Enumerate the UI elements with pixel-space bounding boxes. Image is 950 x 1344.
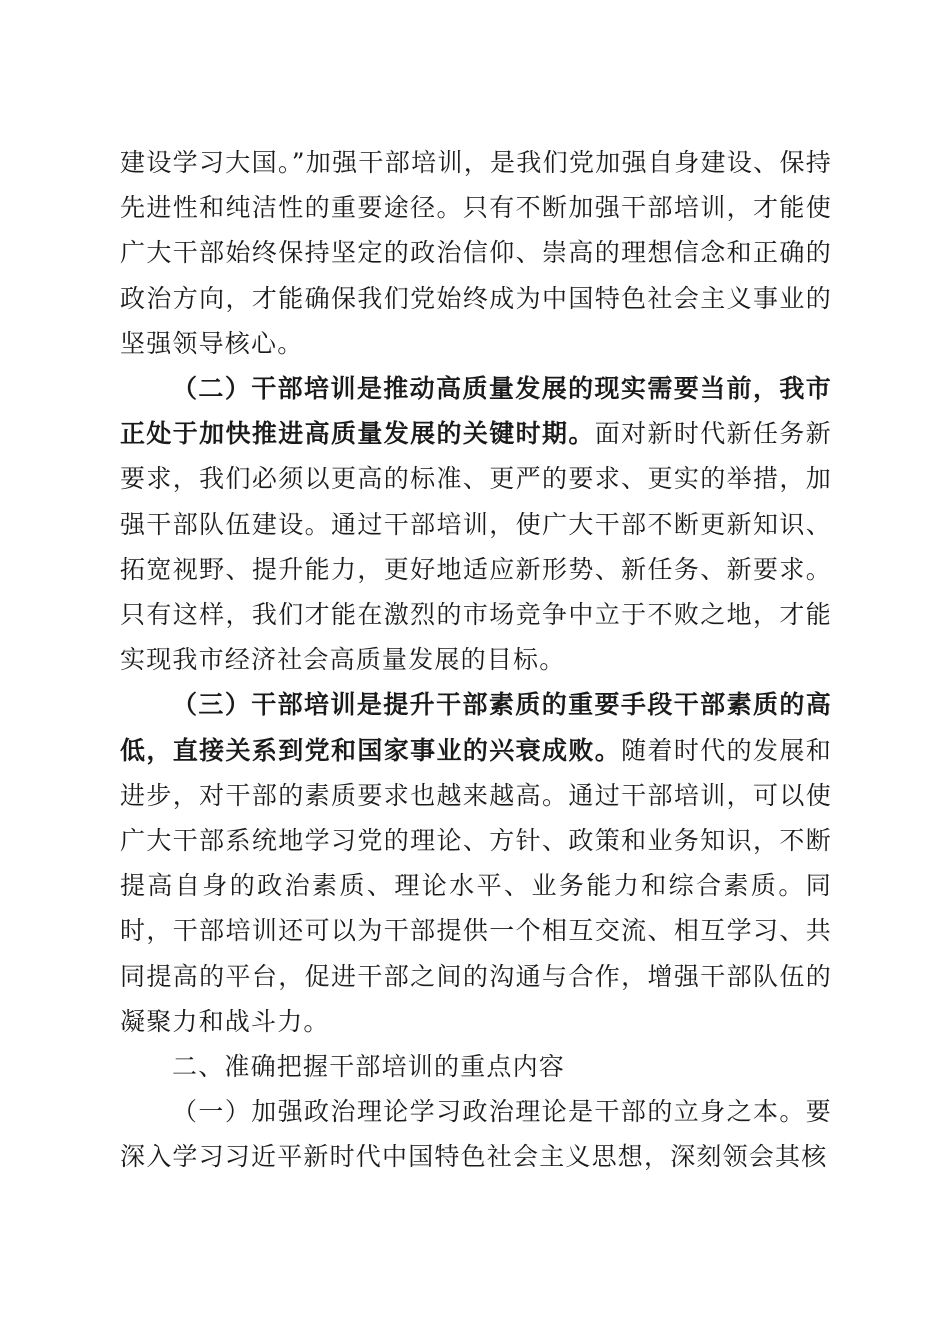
paragraph-text: 随着时代的发展和进步，对干部的素质要求也越来越高。通过干部培训，可以使广大干部系统地学习党的理论、方针、政策和业务知识，不断提高自身的政治素质、理论水平、业务能力和综合素质。同时，干部培训还可以为干部提供一个相互交流、相互学习、共同提高的平台，促进干部之间的沟通与合作，增强干部队伍的凝聚力和战斗力。: [120, 735, 832, 1036]
paragraph-section-two: [120, 366, 832, 682]
document-body: [120, 140, 832, 1180]
paragraph-section-one: [120, 1089, 832, 1179]
paragraph-lead: （三）干部培训是提升干部素质的重要手段干部素质的高低，直接关系到党和国家事业的兴衰成败。: [120, 690, 832, 765]
paragraph-continuation: [120, 140, 832, 366]
paragraph-lead: （二）干部培训是推动高质量发展的现实需要当前，我市正处于加快推进高质量发展的关键时期。: [120, 374, 832, 449]
paragraph-text: 面对新时代新任务新要求，我们必须以更高的标准、更严的要求、更实的举措，加强干部队伍建设。通过干部培训，使广大干部不断更新知识、拓宽视野、提升能力，更好地适应新形势、新任务、新要求。只有这样，我们才能在激烈的市场竞争中立于不败之地，才能实现我市经济社会高质量发展的目标。: [120, 419, 832, 675]
paragraph-text: 建设学习大国。”加强干部培训，是我们党加强自身建设、保持先进性和纯洁性的重要途径。只有不断加强干部培训，才能使广大干部始终保持坚定的政治信仰、崇高的理想信念和正确的政治方向，才能确保我们党始终成为中国特色社会主义事业的坚强领导核心。: [120, 148, 832, 358]
paragraph-text: （一）加强政治理论学习政治理论是干部的立身之本。要深入学习习近平新时代中国特色社会主义思想，深刻领会其核: [120, 1097, 832, 1172]
paragraph-section-three: [120, 682, 832, 1044]
section-heading: 二、准确把握干部培训的重点内容: [172, 1052, 566, 1082]
